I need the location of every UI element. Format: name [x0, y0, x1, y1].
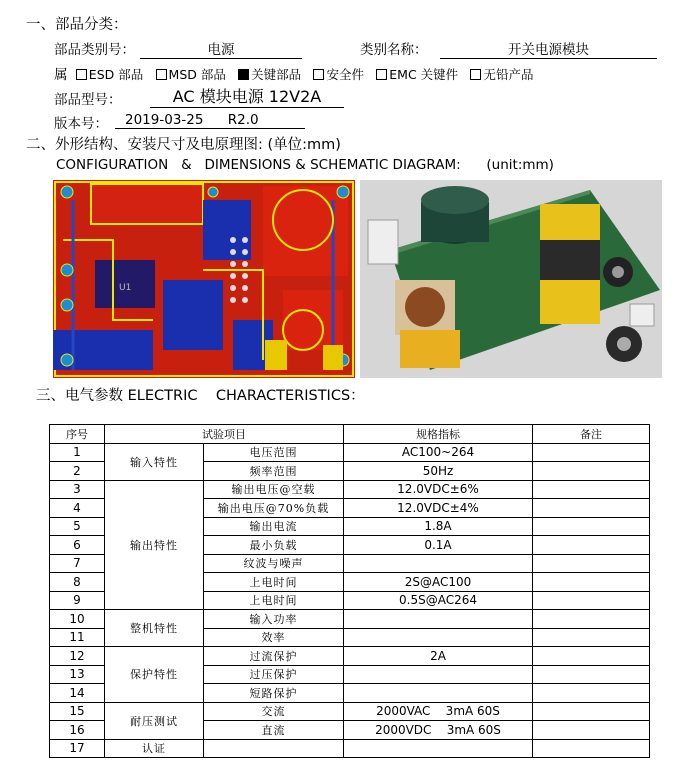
header-item: 试验项目: [105, 425, 344, 444]
checkbox-safety[interactable]: [313, 69, 324, 80]
option-emc[interactable]: EMC 关键件: [376, 65, 458, 83]
product-photo: [360, 180, 662, 378]
group-whole: 整机特性: [105, 610, 204, 647]
attribute-label: 属: [54, 67, 68, 83]
table-row: 8 上电时间 2S@AC100: [50, 573, 650, 592]
table-row: 11 效率: [50, 628, 650, 647]
table-row: 5 输出电流 1.8A: [50, 517, 650, 536]
table-row: 10 整机特性 输入功率: [50, 610, 650, 629]
checkbox-key-part[interactable]: [238, 69, 249, 80]
category-label: 部品类别号：: [54, 42, 135, 58]
group-protect: 保护特性: [105, 647, 204, 703]
table-row: 7 纹波与噪声: [50, 554, 650, 573]
section-1-title: 一、部品分类：: [26, 17, 128, 33]
header-spec: 规格指标: [344, 425, 533, 444]
category-value: 电源: [140, 38, 302, 59]
electrical-spec-table: [49, 424, 650, 758]
model-value: AC 模块电源 12V2A: [150, 84, 344, 108]
pcb-layout-image: [53, 180, 355, 378]
section-2-title: 二、外形结构、安装尺寸及电原理图: (单位:mm): [26, 137, 341, 153]
table-row: 2 频率范围 50Hz: [50, 462, 650, 481]
category-name-label: 类别名称：: [360, 42, 428, 58]
pcb-u1-label: U1: [119, 283, 132, 293]
version-rev: R2.0: [227, 112, 259, 128]
option-msd[interactable]: MSD 部品: [156, 65, 226, 83]
table-row: 17 认证: [50, 739, 650, 758]
table-row: 4 输出电压@70%负载 12.0VDC±4%: [50, 499, 650, 518]
checkbox-esd[interactable]: [76, 69, 87, 80]
table-row: 1 输入特性 电压范围 AC100~264: [50, 443, 650, 462]
checkbox-lead-free[interactable]: [470, 69, 481, 80]
section-3-title: 三、电气参数 ELECTRIC CHARACTERISTICS：: [36, 388, 365, 404]
version-value: [115, 112, 305, 129]
section-2-english: CONFIGURATION & DIMENSIONS & SCHEMATIC DIAGRAM: (unit:mm): [56, 157, 554, 173]
table-row: 15 耐压测试 交流 2000VAC 3mA 60S: [50, 702, 650, 721]
checkbox-emc[interactable]: [376, 69, 387, 80]
table-row: 9 上电时间 0.5S@AC264: [50, 591, 650, 610]
table-row: 14 短路保护: [50, 684, 650, 703]
model-label: 部品型号：: [54, 92, 122, 108]
table-row: 16 直流 2000VDC 3mA 60S: [50, 721, 650, 740]
header-no: 序号: [50, 425, 105, 444]
table-row: 3 输出特性 输出电压@空载 12.0VDC±6%: [50, 480, 650, 499]
option-lead-free[interactable]: 无铅产品: [470, 65, 533, 83]
group-output: 输出特性: [105, 480, 204, 610]
option-safety[interactable]: 安全件: [313, 65, 364, 83]
table-header-row: [50, 425, 650, 444]
checkbox-msd[interactable]: [156, 69, 167, 80]
version-label: 版本号：: [54, 116, 108, 132]
table-row: 13 过压保护: [50, 665, 650, 684]
option-key-part[interactable]: 关键部品: [238, 65, 301, 83]
table-row: 12 保护特性 过流保护 2A: [50, 647, 650, 666]
table-row: 6 最小负载 0.1A: [50, 536, 650, 555]
group-hipot: 耐压测试: [105, 702, 204, 739]
header-remark: 备注: [533, 425, 650, 444]
option-esd[interactable]: ESD 部品: [76, 65, 143, 83]
category-name-value: 开关电源模块: [440, 38, 657, 59]
version-date: 2019-03-25: [125, 112, 204, 128]
group-cert: 认证: [105, 739, 204, 758]
attribute-row: [54, 63, 541, 83]
group-input: 输入特性: [105, 443, 204, 480]
